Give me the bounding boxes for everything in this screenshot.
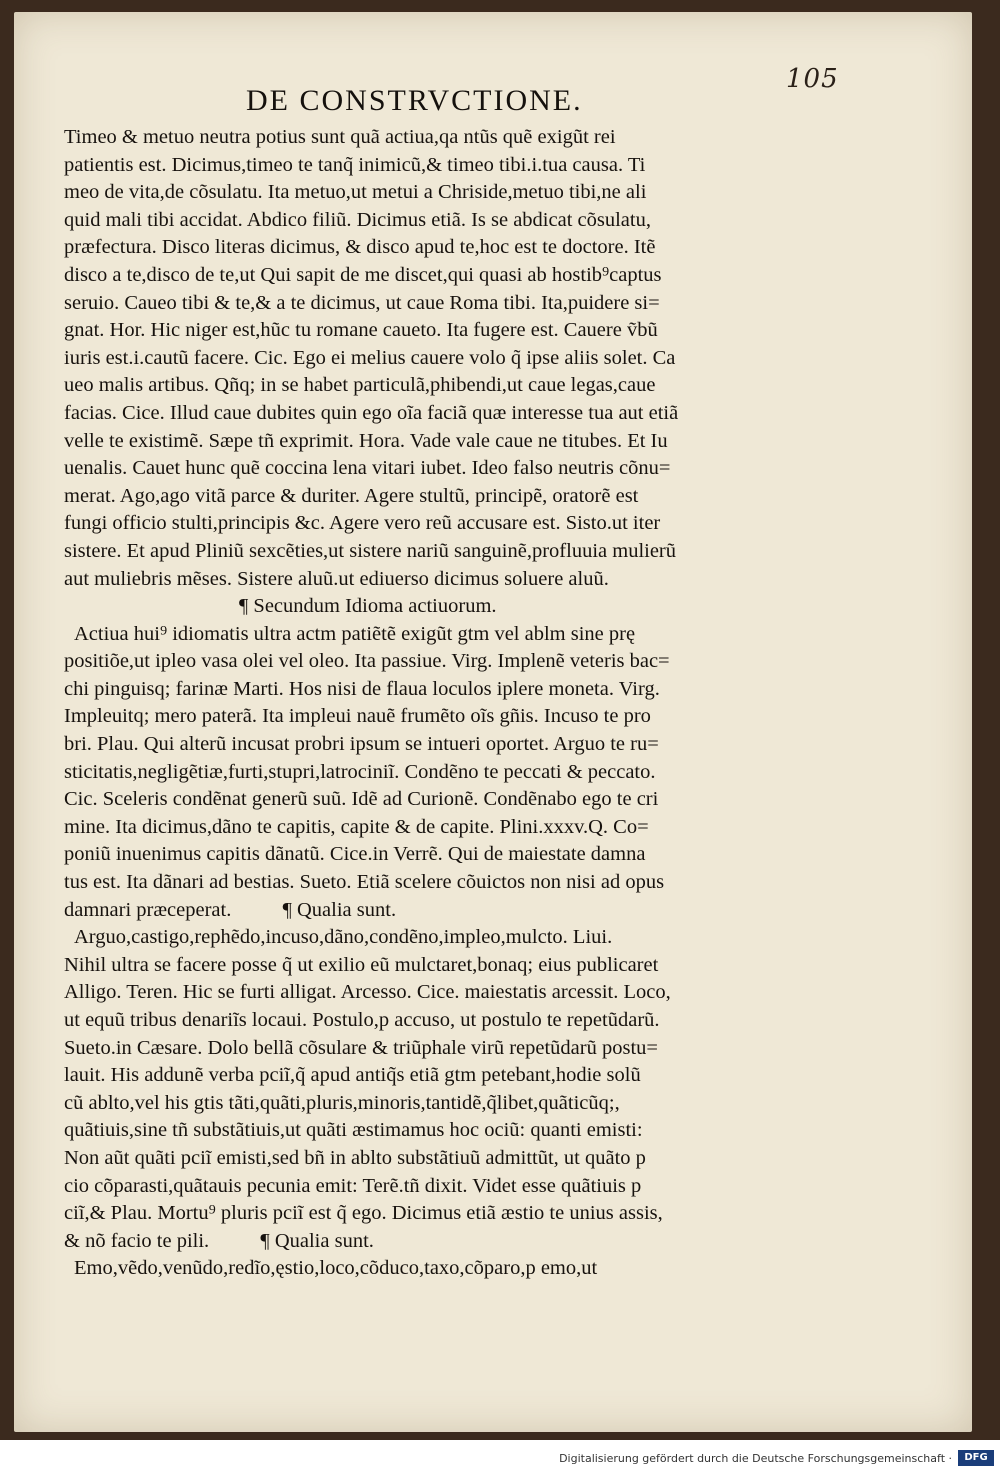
page-number: 105: [786, 64, 839, 94]
text-line: quid mali tibi accidat. Abdico filiũ. Dicimus etiã. Is se abdicat cõsulatu,: [64, 208, 651, 231]
text-line: & nõ facio te pili. ¶ Qualia sunt.: [64, 1229, 374, 1252]
text-line: fungi officio stulti,principis &c. Agere vero reũ accusare est. Sisto.ut iter: [64, 512, 661, 535]
text-line: sistere. Et apud Pliniũ sexcẽties,ut sistere nariũ sanguinẽ,profluuia mulierũ: [64, 539, 677, 562]
text-line: sticitatis,negligẽtiæ,furti,stupri,latrociniĩ. Condẽno te peccati & peccato.: [64, 760, 656, 783]
text-line: seruio. Caueo tibi & te,& a te dicimus, ut caue Roma tibi. Ita,puidere si=: [64, 291, 660, 314]
text-line: ueo malis artibus. Qñq; in se habet particulã,phibendi,ut caue legas,caue: [64, 374, 656, 397]
text-line: ciĩ,& Plau. Mortu⁹ pluris pciĩ est q̃ ego. Dicimus etiã æstio te unius assis,: [64, 1202, 663, 1225]
text-line: Actiua hui⁹ idiomatis ultra actm patiẽtẽ exigũt gtm vel ablm sine prę: [74, 622, 636, 645]
text-line: quãtiuis,sine tñ substãtiuis,ut quãti æstimamus hoc ociũ: quanti emisti:: [64, 1119, 643, 1142]
text-line: tus est. Ita dãnari ad bestias. Sueto. Etiã scelere cõuictos non nisi ad opus: [64, 871, 665, 894]
footer-credit: Digitalisierung gefördert durch die Deutsche Forschungsgemeinschaft ·: [559, 1452, 952, 1465]
text-line: bri. Plau. Qui alterũ incusat probri ipsum se intueri oportet. Arguo te ru=: [64, 733, 659, 756]
text-line: Nihil ultra se facere posse q̃ ut exilio eũ mulctaret,bonaq; eius publicaret: [64, 953, 659, 976]
text-line: merat. Ago,ago vitã parce & duriter. Agere stultũ, principẽ, oratorẽ est: [64, 484, 639, 507]
text-line: Arguo,castigo,rephẽdo,incuso,dãno,condẽno,impleo,mulcto. Liui.: [74, 926, 613, 949]
text-line: facias. Cice. Illud caue dubites quin ego oĩa faciã quæ interesse tua aut etiã: [64, 401, 679, 424]
text-line: Sueto.in Cæsare. Dolo bellã cõsulare & triũphale virũ repetũdarũ postu=: [64, 1036, 658, 1059]
text-line: lauit. His addunẽ verba pciĩ,q̃ apud antiq̃s etiã gtm petebant,hodie solũ: [64, 1064, 641, 1087]
text-line: disco a te,disco de te,ut Qui sapit de me discet,qui quasi ab hostib⁹captus: [64, 263, 662, 286]
text-line: præfectura. Disco literas dicimus, & disco apud te,hoc est te doctore. Itẽ: [64, 236, 656, 259]
text-line: poniũ inuenimus capitis dãnatũ. Cice.in Verrẽ. Qui de maiestate damna: [64, 843, 646, 866]
text-line: chi pinguisq; farinæ Marti. Hos nisi de flaua loculos iplere moneta. Virg.: [64, 677, 660, 700]
text-line: cio cõparasti,quãtauis pecunia emit: Terẽ.tñ dixit. Videt esse quãtiuis p: [64, 1174, 642, 1197]
text-line: mine. Ita dicimus,dãno te capitis, capite & de capite. Plini.xxxv.Q. Co=: [64, 815, 649, 838]
text-line: Alligo. Teren. Hic se furti alligat. Arcesso. Cice. maiestatis arcessit. Loco,: [64, 981, 671, 1004]
text-line: velle te existimẽ. Sæpe tñ exprimit. Hora. Vade vale caue ne titubes. Et Iu: [64, 429, 668, 452]
text-line: Emo,vẽdo,venũdo,redĩo,ęstio,loco,cõduco,taxo,cõparo,p emo,ut: [74, 1257, 598, 1280]
footer-bar: [0, 1440, 1000, 1474]
body-text: [64, 124, 778, 1283]
text-line: damnari præceperat. ¶ Qualia sunt.: [64, 898, 397, 921]
text-line: Cic. Sceleris condẽnat generũ suũ. Idẽ ad Curionẽ. Condẽnabo ego te cri: [64, 788, 659, 811]
text-line: cũ ablto,vel his gtis tãti,quãti,pluris,minoris,tantidẽ,q̃libet,quãticũq;,: [64, 1091, 620, 1114]
text-line: meo de vita,de cõsulatu. Ita metuo,ut metui a Chriside,metuo tibi,ne ali: [64, 181, 647, 204]
text-line: Non aũt quãti pciĩ emisti,sed bñ in ablto substãtiuũ admittũt, ut quãto p: [64, 1146, 646, 1169]
text-line: Impleuitq; mero paterã. Ita impleui nauẽ frumẽto oĩs gñis. Incuso te pro: [64, 705, 651, 728]
text-line: gnat. Hor. Hic niger est,hũc tu romane caueto. Ita fugere est. Cauere ṽbũ: [64, 319, 658, 342]
running-head: DE CONSTRVCTIONE.: [246, 84, 583, 117]
book-page: [14, 12, 972, 1432]
text-line: aut muliebris mẽses. Sistere aluũ.ut ediuerso dicimus soluere aluũ.: [64, 567, 609, 590]
dfg-logo: DFG: [958, 1450, 994, 1466]
text-line: patientis est. Dicimus,timeo te tanq̃ inimicũ,& timeo tibi.i.tua causa. Ti: [64, 153, 646, 176]
text-line: positiõe,ut ipleo vasa olei vel oleo. Ita passiue. Virg. Implenẽ veteris bac=: [64, 650, 670, 673]
text-line: uenalis. Cauet hunc quẽ coccina lena vitari iubet. Ideo falso neutris cõnu=: [64, 457, 671, 480]
text-line: Timeo & metuo neutra potius sunt quã actiua,qa ntũs quẽ exigũt rei: [64, 126, 616, 148]
section-heading: ¶ Secundum Idioma actiuorum.: [239, 595, 497, 618]
text-line: ut equũ tribus denariĩs locaui. Postulo,p accuso, ut postulo te repetũdarũ.: [64, 1009, 660, 1031]
text-line: iuris est.i.cautũ facere. Cic. Ego ei melius cauere volo q̃ ipse aliis solet. Ca: [64, 346, 676, 369]
